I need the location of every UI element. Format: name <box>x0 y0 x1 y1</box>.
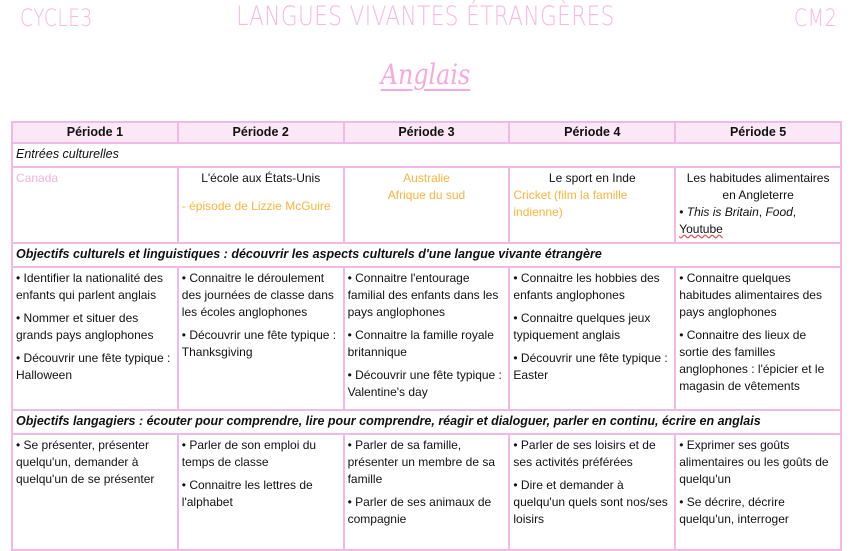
list-item: • Se décrire, décrire quelqu'un, interroger <box>679 495 789 526</box>
bullet: • <box>679 205 687 219</box>
resource-source: Youtube <box>679 222 723 236</box>
cell-text: Canada <box>16 171 59 185</box>
cell <box>12 434 178 550</box>
cell <box>509 434 675 550</box>
cell <box>178 267 344 410</box>
separator: , <box>758 205 766 219</box>
cell <box>178 167 344 243</box>
cell-text: Australie <box>403 171 450 185</box>
resource-title: This is Britain <box>686 205 759 219</box>
cell-text: Le sport en Inde <box>548 171 636 185</box>
period-header-row <box>12 122 841 143</box>
list-item: • Découvrir une fête typique : Valentine's day <box>347 368 502 399</box>
list-item: • Parler de ses loisirs et de ses activités préférées <box>513 438 656 469</box>
cultural-row <box>12 167 841 243</box>
section-title: Objectifs culturels et linguistiques : découvrir les aspects culturels d'une langue vivante étrangère <box>12 243 841 267</box>
cycle-label: CYCLE3 <box>20 4 93 32</box>
separator: , <box>792 205 797 219</box>
period-header: Période 3 <box>344 122 510 143</box>
cell <box>675 167 841 243</box>
list-item: • Dire et demander à quelqu'un quels sont nos/ses loisirs <box>513 478 668 526</box>
cell <box>509 167 675 243</box>
period-header: Période 5 <box>675 122 841 143</box>
list-item: • Nommer et situer des grands pays anglophones <box>16 311 154 342</box>
period-header: Période 2 <box>178 122 344 143</box>
level-label: CM2 <box>793 4 837 32</box>
language-row <box>12 434 841 550</box>
page-title: LANGUES VIVANTES ÉTRANGÈRES <box>236 1 615 32</box>
cell-text: Cricket (film la famille indienne) <box>513 188 628 219</box>
list-item: • Identifier la nationalité des enfants qui parlent anglais <box>16 271 163 302</box>
cell-text: - épisode de Lizzie McGuire <box>181 199 331 213</box>
cell-text: Afrique du sud <box>387 188 466 202</box>
cell-text <box>679 204 837 238</box>
list-item: • Connaitre les lettres de l'alphabet <box>181 478 313 509</box>
cell <box>675 434 841 550</box>
cell <box>344 434 510 550</box>
list-item: • Connaitre quelques jeux typiquement anglais <box>513 311 651 342</box>
period-header: Période 4 <box>509 122 675 143</box>
cell-text: L'école aux États-Unis <box>201 171 321 185</box>
list-item: • Parler de sa famille, présenter un membre de sa famille <box>347 438 496 486</box>
cell <box>12 167 178 243</box>
objectives-row <box>12 267 841 410</box>
list-item: • Connaitre des lieux de sortie des familles anglophones : l'épicier et le magasin de vêtements <box>679 328 825 393</box>
subject-title: Anglais <box>380 58 471 91</box>
list-item: • Connaitre la famille royale britannique <box>347 328 494 359</box>
section-title: Entrées culturelles <box>12 143 841 167</box>
list-item: • Découvrir une fête typique : Halloween <box>16 351 171 382</box>
period-header: Période 1 <box>12 122 178 143</box>
list-item: • Découvrir une fête typique : Easter <box>513 351 668 382</box>
cell-text: Les habitudes alimentaires en Angleterre <box>686 171 830 202</box>
list-item: • Connaitre le déroulement des journées de classe dans les écoles anglophones <box>181 271 334 319</box>
cell <box>344 267 510 410</box>
resource-name: Food <box>765 205 793 219</box>
section-title: Objectifs langagiers : écouter pour comprendre, lire pour comprendre, réagir et dialoguer, parler en continu, écrire en anglais <box>12 410 841 434</box>
list-item: • Connaitre quelques habitudes alimentaires des pays anglophones <box>679 271 822 319</box>
list-item: • Découvrir une fête typique : Thanksgiving <box>181 328 337 359</box>
cell <box>344 167 510 243</box>
list-item: • Parler de ses animaux de compagnie <box>347 495 492 526</box>
list-item: • Connaitre les hobbies des enfants anglophones <box>513 271 660 302</box>
cell <box>675 267 841 410</box>
cell <box>12 267 178 410</box>
section-row-language <box>12 410 841 434</box>
program-table <box>11 121 842 551</box>
cell <box>509 267 675 410</box>
list-item: • Exprimer ses goûts alimentaires ou les goûts de quelqu'un <box>679 438 829 486</box>
list-item: • Se présenter, présenter quelqu'un, demander à quelqu'un de se présenter <box>16 438 155 486</box>
section-row-cultural <box>12 143 841 167</box>
cell <box>178 434 344 550</box>
list-item: • Connaitre l'entourage familial des enfants dans les pays anglophones <box>347 271 499 319</box>
section-row-objectives <box>12 243 841 267</box>
list-item: • Parler de son emploi du temps de classe <box>181 438 317 469</box>
